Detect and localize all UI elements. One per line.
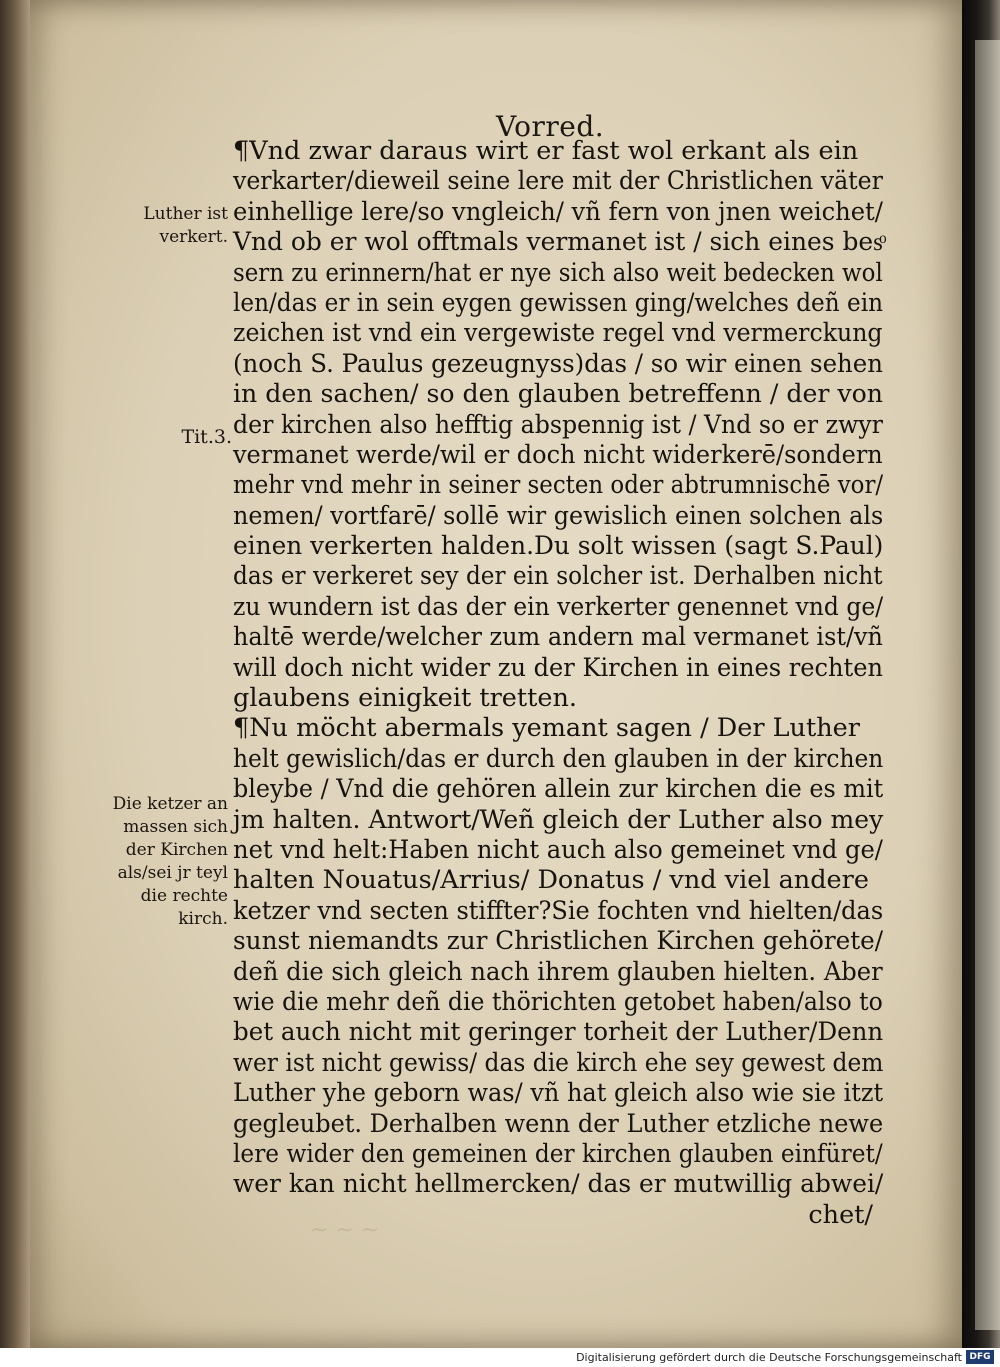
text-line: ¶Vnd zwar daraus wirt er fast wol erkant als ein bbox=[233, 136, 859, 166]
margin-note-line: die rechte bbox=[140, 886, 228, 906]
text-line: jm halten. Antwort/Weñ gleich der Luther also mey bbox=[233, 804, 884, 835]
margin-note-tit bbox=[150, 426, 232, 449]
text-line: Luther yhe geborn was/ vñ hat gleich also wie sie itzt bbox=[233, 1078, 884, 1109]
margin-note-line: verkert. bbox=[159, 227, 228, 247]
text-line: haltē werde/welcher zum andern mal vermanet ist/vñ bbox=[233, 622, 883, 653]
text-line: zu wundern ist das der ein verkerter genennet vnd ge/ bbox=[233, 591, 884, 622]
text-line: wer ist nicht gewiss/ das die kirch ehe sey gewest dem bbox=[233, 1047, 884, 1078]
footer-credit: Digitalisierung gefördert durch die Deutsche Forschungsgemeinschaft bbox=[576, 1351, 962, 1364]
text-line: ketzer vnd secten stiffter?Sie fochten vnd hielten/das bbox=[233, 895, 884, 926]
text-line: verkarter/dieweil seine lere mit der Christlichen väter bbox=[233, 166, 883, 197]
dfg-logo-icon: DFG bbox=[966, 1350, 994, 1364]
text-line: gegleubet. Derhalben wenn der Luther etzliche newe bbox=[233, 1108, 884, 1139]
margin-note-line: als/sei jr teyl bbox=[117, 863, 228, 883]
text-line: Vnd ob er wol offtmals vermanet ist / sich eines besͦ bbox=[233, 227, 883, 258]
margin-note-ketzer bbox=[96, 793, 228, 931]
text-line: (noch S. Paulus gezeugnyss)das / so wir einen sehen bbox=[233, 348, 883, 379]
text-line-catchword: chet/ bbox=[808, 1199, 873, 1230]
margin-note-line: Die ketzer an bbox=[112, 794, 228, 814]
margin-note-line: der Kirchen bbox=[125, 840, 228, 860]
text-line: zeichen ist vnd ein vergewiste regel vnd vermerckung bbox=[233, 318, 883, 349]
text-line: der kirchen also hefftig abspennig ist / Vnd so er zwyr bbox=[233, 409, 883, 440]
running-header: Vorred. bbox=[496, 110, 605, 143]
margin-note-luther bbox=[110, 203, 228, 249]
digitization-footer bbox=[0, 1348, 1000, 1367]
text-line: in den sachen/ so den glauben betreffenn / der von bbox=[233, 379, 884, 410]
text-line: len/das er in sein eygen gewissen ging/welches deñ ein bbox=[233, 287, 884, 318]
text-line: einhellige lere/so vngleich/ vñ fern von jnen weichet/ bbox=[233, 196, 883, 227]
text-line: net vnd helt:Haben nicht auch also gemeinet vnd ge/ bbox=[233, 834, 883, 865]
book-spine-edge bbox=[0, 0, 34, 1348]
text-line: will doch nicht wider zu der Kirchen in eines rechten bbox=[233, 652, 884, 683]
text-line: sunst niemandts zur Christlichen Kirchen gehörete/ bbox=[233, 926, 884, 957]
text-line: einen verkerten halden.Du solt wissen (sagt S.Paul) bbox=[233, 531, 884, 562]
margin-note-line: Luther ist bbox=[143, 204, 228, 224]
text-line: bet auch nicht mit geringer torheit der Luther/Denn bbox=[233, 1017, 884, 1048]
margin-note-line: kirch. bbox=[178, 909, 228, 929]
text-line: wer kan nicht hellmercken/ das er mutwillig abwei/ bbox=[233, 1169, 884, 1200]
text-line: halten Nouatus/Arrius/ Donatus / vnd viel andere bbox=[233, 865, 869, 896]
bleed-through-text: ~ ~ ~ bbox=[310, 1218, 380, 1243]
text-line: vermanet werde/wil er doch nicht widerkerē/sondern bbox=[233, 439, 883, 470]
facing-page-edge bbox=[975, 40, 1000, 1330]
text-line: helt gewislich/das er durch den glauben in der kirchen bbox=[233, 743, 884, 774]
text-line: wie die mehr deñ die thörichten getobet haben/also to bbox=[233, 986, 883, 1017]
margin-note-line: Tit.3. bbox=[181, 426, 232, 448]
text-line: deñ die sich gleich nach ihrem glauben hielten. Aber bbox=[233, 956, 883, 987]
text-line: das er verkeret sey der ein solcher ist. Derhalben nicht bbox=[233, 561, 883, 592]
text-line: lere wider den gemeinen der kirchen glauben einfüret/ bbox=[233, 1138, 883, 1169]
main-text-block bbox=[233, 136, 883, 1230]
text-line: glaubens einigkeit tretten. bbox=[233, 683, 577, 714]
text-line: mehr vnd mehr in seiner secten oder abtrumnischē vor/ bbox=[233, 470, 884, 501]
text-line: nemen/ vortfarē/ sollē wir gewislich einen solchen als bbox=[233, 500, 884, 531]
text-line: bleybe / Vnd die gehören allein zur kirchen die es mit bbox=[233, 774, 884, 805]
text-line: sern zu erinnern/hat er nye sich also weit bedecken wol bbox=[233, 257, 883, 288]
text-line: ¶Nu möcht abermals yemant sagen / Der Luther bbox=[233, 713, 860, 744]
margin-note-line: massen sich bbox=[123, 817, 228, 837]
